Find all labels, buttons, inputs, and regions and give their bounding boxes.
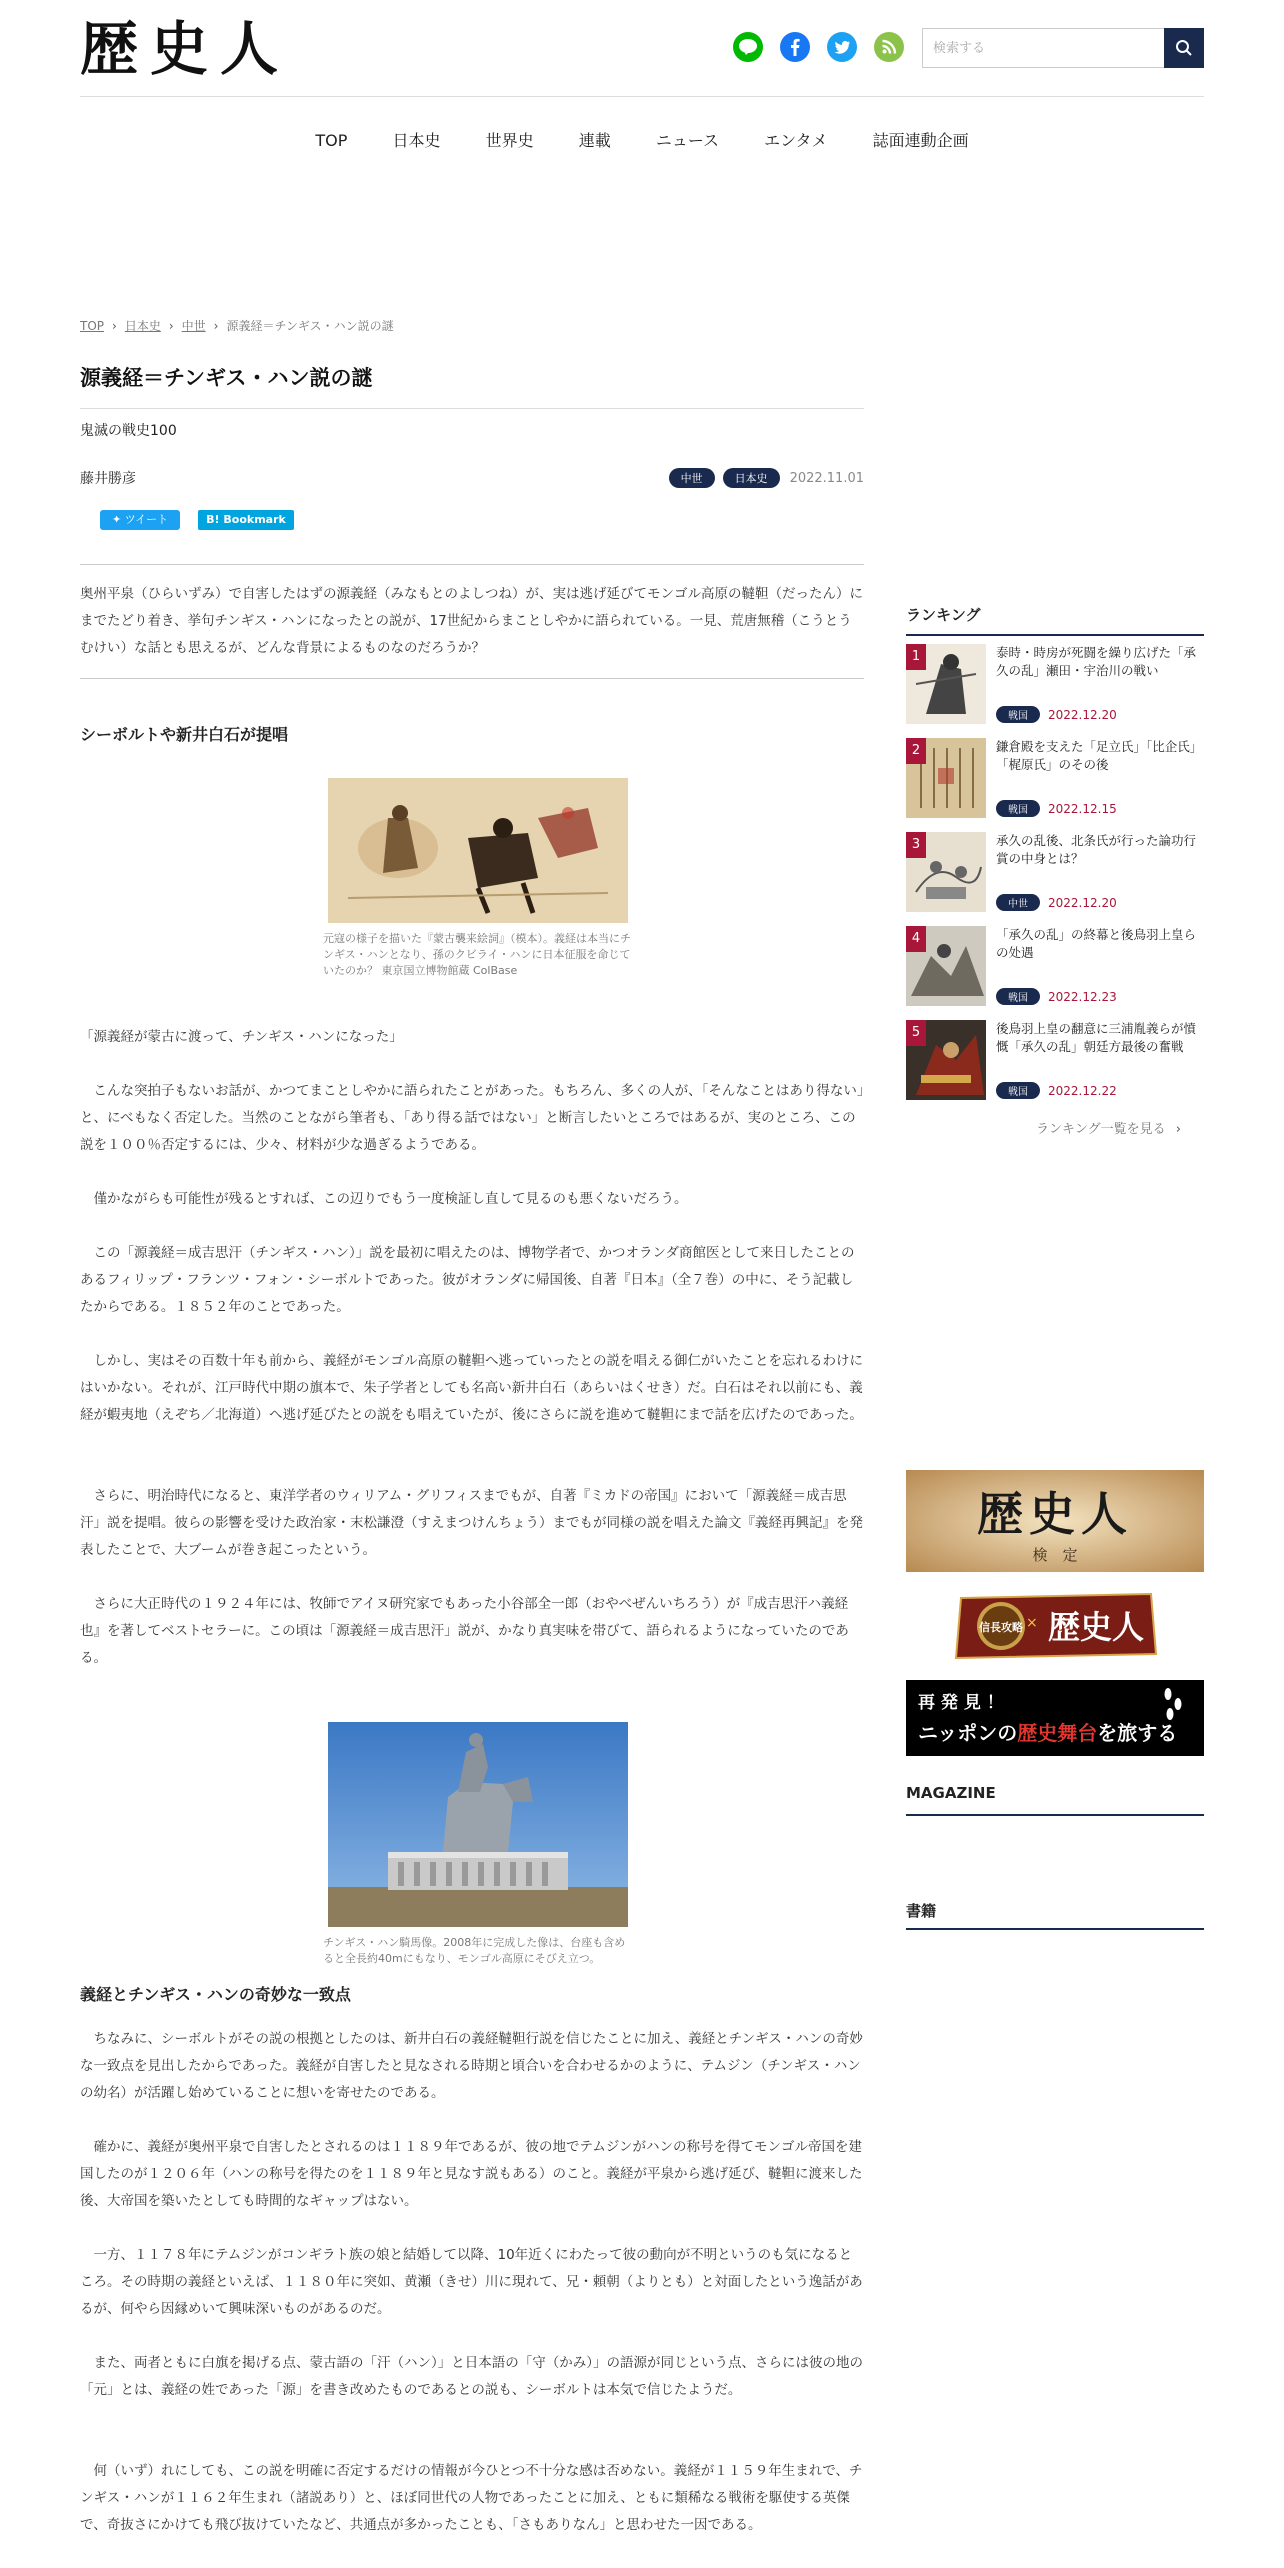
nav-item-world-history[interactable]: 世界史 <box>485 131 534 150</box>
tweet-label: ツイート <box>124 513 169 526</box>
line-icon[interactable] <box>733 32 763 62</box>
tag-japanese-history[interactable]: 日本史 <box>723 468 780 488</box>
ranking-item[interactable] <box>906 926 1204 1010</box>
ranking-date: 2022.12.22 <box>1048 1083 1117 1098</box>
twitter-icon[interactable] <box>827 32 857 62</box>
ranking-title-text: 後鳥羽上皇の翻意に三浦胤義らが憤慨「承久の乱」朝廷方最後の奮戦 <box>996 1021 1197 1054</box>
chevron-right-icon: › <box>1175 1122 1181 1137</box>
paragraph: 「源義経が蒙古に渡って、チンギス・ハンになった」 <box>80 1029 403 1045</box>
search-input[interactable] <box>923 29 1163 67</box>
main-nav <box>0 128 1284 151</box>
article-series[interactable]: 鬼滅の戦史100 <box>80 423 177 439</box>
hatena-bookmark-button[interactable]: B! Bookmark <box>198 510 294 530</box>
section-heading-1: シーボルトや新井白石が提唱 <box>80 725 289 744</box>
ranking-date: 2022.12.20 <box>1048 707 1117 722</box>
paragraph: また、両者ともに白旗を掲げる点、蒙古語の「汗（ハン）」と日本語の「守（かみ）」の語源が同じという点、さらには彼の地の「元」とは、義経の姓であった「源」を書き改めたものであるとの説も、シーボルトは本気で信じたようだ。 <box>80 2355 863 2398</box>
breadcrumb-medieval[interactable]: 中世 <box>181 319 206 333</box>
mongol-invasion-scroll-image[interactable] <box>328 778 628 923</box>
article-date: 2022.11.01 <box>789 470 864 486</box>
paragraph: この「源義経＝成吉思汗（チンギス・ハン）」説を最初に唱えたのは、博物学者で、かつオランダ商館医として来日したことのあるフィリップ・フランツ・フォン・シーボルトであった。彼がオランダに帰国後、自著『日本』（全７巻）の中に、そう記載したからである。１８５２年のことであった。 <box>80 1245 855 1315</box>
ranking-number: 5 <box>906 1020 926 1046</box>
chevron-right-icon: › <box>168 318 174 333</box>
site-logo[interactable] <box>80 14 295 82</box>
ranking-tag[interactable]: 戦国 <box>996 800 1040 817</box>
times-icon: × <box>1026 1615 1038 1631</box>
ranking-title: ランキング <box>906 606 981 624</box>
ranking-number: 3 <box>906 832 926 858</box>
rediscover-banner-line1: 再 発 見 ！ <box>918 1693 1004 1713</box>
ranking-date: 2022.12.20 <box>1048 895 1117 910</box>
tag-medieval[interactable]: 中世 <box>669 468 715 488</box>
paragraph: さらに、明治時代になると、東洋学者のウィリアム・グリフィスまでもが、自著『ミカドの帝国』において「源義経＝成吉思汗」説を提唱。彼らの影響を受けた政治家・末松謙澄（すえまつけんちょう）までもが同様の説を唱えた論文『義経再興記』を発表したことで、大ブームが巻き起こったという。 <box>80 1488 863 1558</box>
article-author[interactable]: 藤井勝彦 <box>80 471 136 487</box>
chevron-right-icon: › <box>112 318 117 333</box>
figure-1 <box>323 778 631 979</box>
article-title: 源義経＝チンギス・ハン説の謎 <box>80 366 373 390</box>
logo-text: 歴史人 <box>80 15 291 82</box>
article-tags <box>669 468 864 488</box>
paragraph: 何（いず）れにしても、この説を明確に否定するだけの情報が今ひとつ不十分な感は否めない。義経が１１５９年生まれで、チンギス・ハンが１１６２年生まれ（諸説あり）と、ほぼ同世代の人物であったことに加え、ともに類稀なる戦術を駆使する英傑で、奇抜さにかけても飛び抜けていたなど、共通点が多かったことも、「さもありなん」と思わせた一因である。 <box>80 2463 863 2533</box>
ranking-item[interactable] <box>906 738 1204 822</box>
rediscover-japan-banner[interactable] <box>906 1680 1204 1756</box>
article-lead: 奥州平泉（ひらいずみ）で自害したはずの源義経（みなもとのよしつね）が、実は逃げ延びてモンゴル高原の韃靼（だったん）にまでたどり着き、挙句チンギス・ハンになったとの説が、17世紀からまことしやかに語られている。一見、荒唐無稽（こうとうむけい）な話とも思えるが、どんな背景によるものなのだろうか？ <box>80 564 864 679</box>
paragraph: 僅かながらも可能性が残るとすれば、この辺りでもう一度検証し直して見るのも悪くないだろう。 <box>80 1191 688 1207</box>
ranking-item[interactable] <box>906 644 1204 728</box>
magazine-title: MAGAZINE <box>906 1784 996 1802</box>
ranking-title-text: 承久の乱後、北条氏が行った論功行賞の中身とは？ <box>996 833 1197 866</box>
ranking-item[interactable] <box>906 1020 1204 1104</box>
breadcrumb-japanese-history[interactable]: 日本史 <box>124 319 161 333</box>
kentei-banner-subtitle: 検 定 <box>1032 1546 1078 1564</box>
magazine-divider <box>906 1814 1204 1816</box>
ranking-date: 2022.12.23 <box>1048 989 1117 1004</box>
ranking-more-link[interactable] <box>1036 1118 1181 1137</box>
nav-item-japanese-history[interactable]: 日本史 <box>392 131 441 150</box>
twitter-bird-icon: ✦ <box>112 513 122 526</box>
rss-icon[interactable] <box>874 32 904 62</box>
ranking-title-text: 泰時・時房が死闘を繰り広げた「承久の乱」瀬田・宇治川の戦い <box>996 645 1197 678</box>
ranking-title-text: 「承久の乱」の終幕と後鳥羽上皇らの处遇 <box>996 927 1197 960</box>
ranking-tag[interactable]: 戦国 <box>996 988 1040 1005</box>
paragraph: ちなみに、シーボルトがその説の根拠としたのは、新井白石の義経韃靼行説を信じたことに加え、義経とチンギス・ハンの奇妙な一致点を見出したからであった。義経が自害したと見なされる時期と頃合いを合わせるかのように、テムジン（チンギス・ハンの幼名）が活躍し始めていることに想いを寄せたのである。 <box>80 2031 863 2101</box>
share-buttons <box>100 510 294 530</box>
chevron-right-icon: › <box>213 318 219 333</box>
nav-item-series[interactable]: 連載 <box>578 131 611 150</box>
search-button[interactable] <box>1164 28 1204 68</box>
nav-item-entertainment[interactable]: エンタメ <box>764 131 828 150</box>
ranking-number: 4 <box>906 926 926 952</box>
ranking-title-text: 鎌倉殿を支えた「足立氏」「比企氏」「梶原氏」のその後 <box>996 739 1203 772</box>
figure-1-caption: 元寇の様子を描いた『蒙古襲来絵詞』（模本）。義経は本当にチンギス・ハンとなり、孫のクビライ・ハンに日本征服を命じていたのか？ 東京国立博物館蔵 ColBase <box>323 932 631 977</box>
nobunaga-banner-left: 信長攻略 <box>979 1621 1023 1634</box>
paragraph: しかし、実はその百数十年も前から、義経がモンゴル高原の韃靼へ逃っていったとの説を唱える御仁がいたことを忘れるわけにはいかない。それが、江戸時代中期の旗本で、朱子学者としても名高い新井白石（あらいはくせき）だ。白石はそれ以前にも、義経が蝦夷地（えぞち／北海道）へ逃げ延びたとの説をも唱えていたが、後にさらに説を進めて韃靼にまで話を広げたのであった。 <box>80 1353 863 1423</box>
tweet-button[interactable] <box>100 510 180 530</box>
search-icon <box>1175 39 1193 57</box>
rediscover-banner-line2a: ニッポンの <box>918 1721 1018 1745</box>
paragraph: 一方、１１７８年にテムジンがコンギラト族の娘と結婚して以降、10年近くにわたって彼の動向が不明というのも気になるところ。その時期の義経といえば、１１８０年に突如、黄瀬（きせ）川に現れて、兄・頼朝（よりとも）と対面したという逸話があるが、何やら因縁めいて興味深いものがあるのだ。 <box>80 2247 863 2317</box>
nav-item-news[interactable]: ニュース <box>655 131 720 150</box>
ranking-tag[interactable]: 中世 <box>996 894 1040 911</box>
kentei-banner-title: 歴史人 <box>977 1487 1133 1541</box>
site-header <box>80 0 1204 97</box>
ranking-date: 2022.12.15 <box>1048 801 1117 816</box>
search-box <box>922 28 1204 68</box>
section-heading-2: 義経とチンギス・ハンの奇妙な一致点 <box>80 1985 351 2004</box>
figure-2-caption: チンギス・ハン騎馬像。2008年に完成した像は、台座も含めると全長約40mにもなり、モンゴル高原にそびえ立つ。 <box>323 1936 626 1965</box>
ranking-tag[interactable]: 戦国 <box>996 1082 1040 1099</box>
nobunaga-collab-banner[interactable] <box>906 1588 1204 1664</box>
breadcrumb-top[interactable]: TOP <box>80 318 105 333</box>
kentei-banner[interactable] <box>906 1470 1204 1572</box>
books-divider <box>906 1928 1204 1930</box>
paragraph: さらに大正時代の１９２４年には、牧師でアイヌ研究家でもあった小谷部全一郎（おやべぜんいちろう）が『成吉思汗ハ義経也』を著してベストセラーに。この頃は「源義経＝成吉思汗」説が、かなり真実味を帯びて、語られるようになっていたのである。 <box>80 1596 849 1666</box>
svg-text:ニッポンの歴史舞台を旅する <box>918 1721 1177 1745</box>
rediscover-banner-line2b: 歴史舞台 <box>1017 1721 1098 1745</box>
nav-item-top[interactable]: TOP <box>315 131 348 150</box>
ranking-number: 2 <box>906 738 926 764</box>
books-title: 書籍 <box>906 1902 937 1920</box>
ranking-item[interactable] <box>906 832 1204 916</box>
ranking-more-label: ランキング一覧を見る <box>1036 1122 1166 1137</box>
paragraph: 確かに、義経が奥州平泉で自害したとされるのは１１８９年であるが、彼の地でテムジンがハンの称号を得てモンゴル帝国を建国したのが１２０６年（ハンの称号を得たのを１１８９年と見なす説もある）のこと。義経が平泉から逃げ延び、韃靼に渡来した後、大帝国を築いたとしても時間的なギャップはない。 <box>80 2139 863 2209</box>
paragraph: こんな突拍子もないお話が、かつてまことしやかに語られたことがあった。もちろん、多くの人が、「そんなことはあり得ない」と、にべもなく否定した。当然のことながら筆者も、「あり得る話ではない」と断言したいところではあるが、実のところ、この説を１００％否定するには、少々、材料が少な過ぎるようである。 <box>80 1083 864 1153</box>
rediscover-banner-line2c: を旅する <box>1097 1721 1178 1745</box>
nobunaga-banner-right: 歴史人 <box>1047 1608 1145 1646</box>
breadcrumb <box>80 317 394 334</box>
figure-2 <box>323 1722 628 1967</box>
ranking-tag[interactable]: 戦国 <box>996 706 1040 723</box>
facebook-icon[interactable] <box>780 32 810 62</box>
nav-item-magazine-project[interactable]: 誌面連動企画 <box>872 131 969 150</box>
ranking-number: 1 <box>906 644 926 670</box>
breadcrumb-current: 源義経＝チンギス・ハン説の謎 <box>226 319 394 333</box>
genghis-khan-statue-image[interactable] <box>328 1722 628 1927</box>
divider <box>80 408 864 409</box>
ranking-divider <box>906 634 1204 636</box>
